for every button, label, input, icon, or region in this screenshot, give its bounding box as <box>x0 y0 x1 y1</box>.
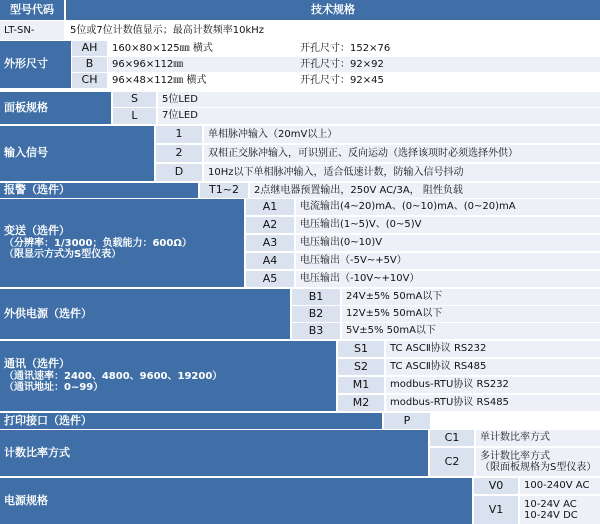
input-code-1: 1 <box>156 126 202 143</box>
size-row-ah <box>108 41 600 56</box>
size-code-b: B <box>72 57 107 72</box>
transmit-code-a2: A2 <box>246 217 294 233</box>
power-out-code-b2: B2 <box>292 306 340 322</box>
comm-desc-s2: TC ASCⅡ协议 RS485 <box>386 359 600 375</box>
comm-code-s2: S2 <box>338 359 384 375</box>
supply-dc-range: 10-24V DC <box>524 510 578 521</box>
comm-desc-m1: modbus-RTU协议 RS232 <box>386 377 600 393</box>
size-cut: 开孔尺寸：92×45 <box>300 74 384 86</box>
comm-address: （通讯地址：0~99） <box>4 382 104 394</box>
size-code-ch: CH <box>72 73 107 88</box>
input-code-2: 2 <box>156 145 202 162</box>
input-title: 输入信号 <box>0 126 154 181</box>
alarm-code: T1~2 <box>200 183 248 198</box>
transmit-block <box>0 199 244 287</box>
supply-code-v1: V1 <box>474 496 518 524</box>
input-desc-1: 单相脉冲输入（20mV以上） <box>204 126 600 143</box>
size-row-b <box>108 57 600 72</box>
ratio-desc-line: 多计数比率方式 <box>480 450 550 462</box>
ratio-code-c1: C1 <box>430 430 474 446</box>
transmit-title: 变送（选件） <box>4 224 70 238</box>
comm-code-s1: S1 <box>338 341 384 357</box>
size-row-ch <box>108 73 600 88</box>
power-out-code-b1: B1 <box>292 289 340 305</box>
comm-code-m1: M1 <box>338 377 384 393</box>
transmit-code-a3: A3 <box>246 235 294 251</box>
supply-desc-v0: 100-240V AC <box>520 478 600 494</box>
transmit-code-a4: A4 <box>246 253 294 269</box>
panel-desc-s: 5位LED <box>158 92 600 107</box>
transmit-desc-a4: 电压输出（-5V~+5V） <box>296 253 600 269</box>
comm-block <box>0 341 336 411</box>
input-desc-2: 双相正交脉冲输入，可识别正、反向运动（选择该项时必须选择外供） <box>204 145 600 162</box>
power-out-desc-b2: 12V±5% 50mA以下 <box>342 306 600 322</box>
transmit-desc-a3: 电压输出(0~10)V <box>296 235 600 251</box>
size-cut: 开孔尺寸：152×76 <box>300 42 391 54</box>
print-title: 打印接口（选件） <box>0 413 382 429</box>
supply-title: 电源规格 <box>0 478 472 524</box>
supply-code-v0: V0 <box>474 478 518 494</box>
transmit-resolution: （分辨率：1/3000；负载能力：600Ω） <box>4 237 192 249</box>
comm-desc-s1: TC ASCⅡ协议 RS232 <box>386 341 600 357</box>
power-out-title: 外供电源（选件） <box>0 289 290 339</box>
comm-desc-m2: modbus-RTU协议 RS485 <box>386 395 600 411</box>
model-description: 5位或7位计数值显示；最高计数频率10kHz <box>66 21 600 40</box>
alarm-title: 报警（选件） <box>0 183 198 198</box>
ratio-desc-c1: 单计数比率方式 <box>476 430 600 446</box>
transmit-desc-a5: 电压输出（-10V~+10V） <box>296 271 600 287</box>
alarm-desc: 2点继电器预置输出，250V AC/3A， 阻性负载 <box>250 183 600 198</box>
header-spec: 技术规格 <box>66 0 600 20</box>
comm-title: 通讯（选件） <box>4 357 70 371</box>
size-dim: 96×96×112㎜ <box>112 58 184 70</box>
panel-title: 面板规格 <box>0 92 111 124</box>
power-out-code-b3: B3 <box>292 323 340 339</box>
transmit-code-a5: A5 <box>246 271 294 287</box>
size-dim: 96×48×112㎜ 横式 <box>112 74 207 86</box>
size-dim: 160×80×125㎜ 横式 <box>112 42 213 54</box>
ratio-code-c2: C2 <box>430 448 474 476</box>
size-cut: 开孔尺寸：92×92 <box>300 58 384 70</box>
panel-code-l: L <box>113 108 156 124</box>
input-code-d: D <box>156 164 202 181</box>
size-title: 外形尺寸 <box>0 41 71 88</box>
input-desc-d: 10Hz以下单相脉冲输入，适合低速计数，防输入信号抖动 <box>204 164 600 181</box>
panel-desc-l: 7位LED <box>158 108 600 124</box>
model-code: LT-SN- <box>0 21 64 40</box>
supply-ac-range: 10-24V AC <box>524 498 577 510</box>
power-out-desc-b1: 24V±5% 50mA以下 <box>342 289 600 305</box>
size-code-ah: AH <box>72 41 107 56</box>
header-model-code: 型号代码 <box>0 0 64 20</box>
comm-baud: （通讯速率：2400、4800、9600、19200） <box>4 370 223 382</box>
transmit-code-a1: A1 <box>246 199 294 215</box>
ratio-desc-c2 <box>476 448 600 476</box>
transmit-desc-a2: 电压输出(1~5)V、(0~5)V <box>296 217 600 233</box>
supply-desc-v1 <box>520 496 600 524</box>
print-code: P <box>384 413 430 429</box>
panel-code-s: S <box>113 92 156 107</box>
transmit-desc-a1: 电流输出(4~20)mA、(0~10)mA、(0~20)mA <box>296 199 600 215</box>
ratio-title: 计数比率方式 <box>0 430 428 476</box>
comm-code-m2: M2 <box>338 395 384 411</box>
ratio-desc-note: （限面板规格为S型仪表） <box>480 462 597 473</box>
power-out-desc-b3: 5V±5% 50mA以下 <box>342 323 600 339</box>
transmit-restriction: （限显示方式为S型仪表） <box>4 249 122 261</box>
